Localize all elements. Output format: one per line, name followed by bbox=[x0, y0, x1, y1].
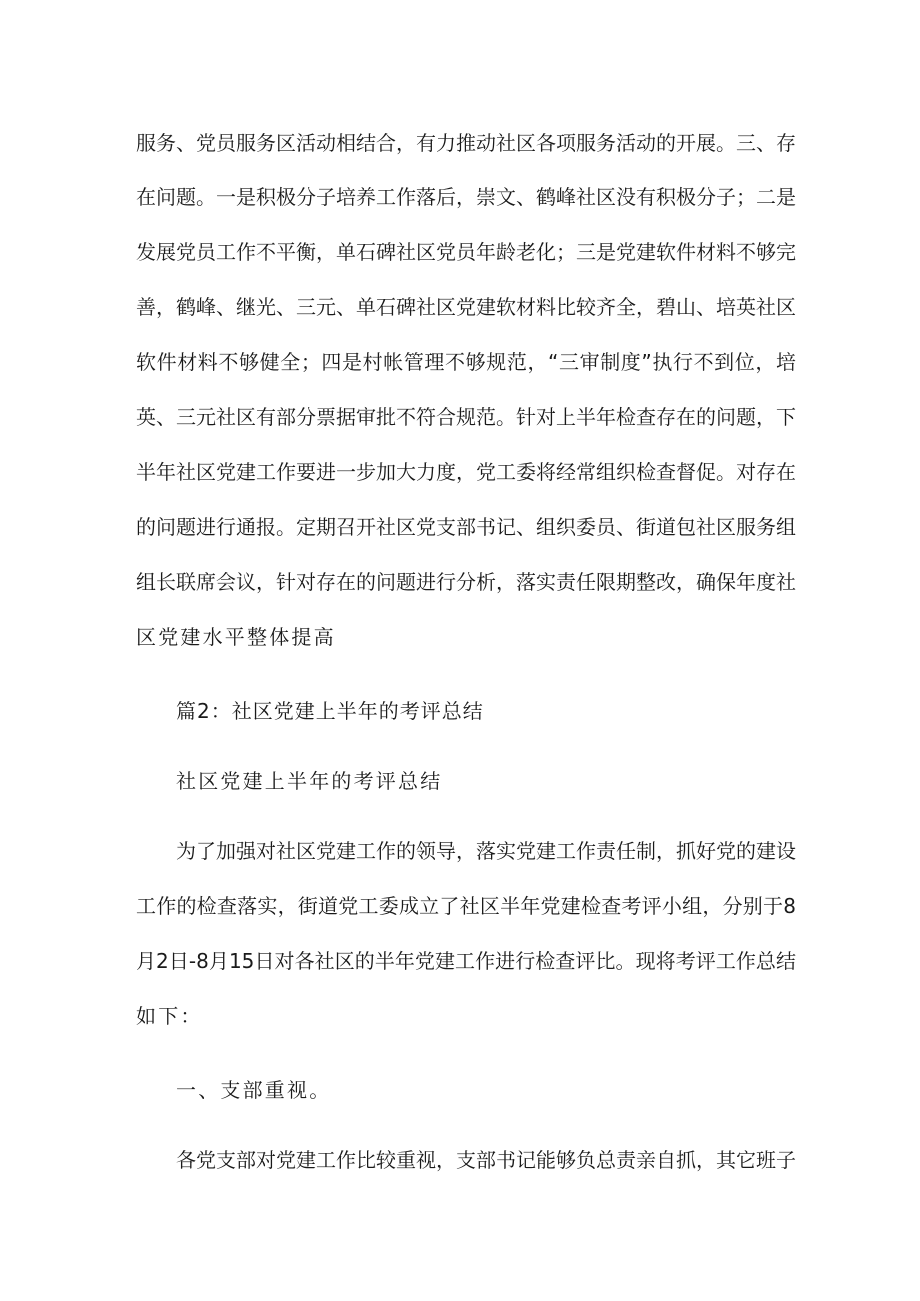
section-heading: 篇2：社区党建上半年的考评总结 bbox=[176, 699, 484, 723]
paragraph-1-line-2: 在问题。一是积极分子培养工作落后，崇文、鹤峰社区没有积极分子；二是 bbox=[136, 185, 796, 209]
paragraph-1-line-3: 发展党员工作不平衡，单石碑社区党员年龄老化；三是党建软件材料不够完 bbox=[136, 240, 796, 264]
paragraph-1-line-10: 区党建水平整体提高 bbox=[136, 625, 336, 649]
paragraph-2-line-4: 如下： bbox=[136, 1004, 203, 1028]
paragraph-1-line-9: 组长联席会议，针对存在的问题进行分析，落实责任限期整改，确保年度社 bbox=[136, 570, 796, 594]
paragraph-2-line-1: 为了加强对社区党建工作的领导，落实党建工作责任制，抓好党的建设 bbox=[176, 839, 796, 863]
paragraph-1-line-8: 的问题进行通报。定期召开社区党支部书记、组织委员、街道包社区服务组 bbox=[136, 515, 796, 539]
doc-title: 社区党建上半年的考评总结 bbox=[176, 769, 443, 793]
paragraph-2-line-2: 工作的检查落实，街道党工委成立了社区半年党建检查考评小组，分别于8 bbox=[136, 894, 796, 918]
paragraph-3-line-1: 各党支部对党建工作比较重视，支部书记能够负总责亲自抓，其它班子 bbox=[176, 1148, 796, 1172]
subheading-1: 一、支部重视。 bbox=[176, 1078, 332, 1102]
paragraph-2-line-3: 月2日-8月15日对各社区的半年党建工作进行检查评比。现将考评工作总结 bbox=[136, 949, 796, 973]
paragraph-1-line-4: 善，鹤峰、继光、三元、单石碑社区党建软材料比较齐全，碧山、培英社区 bbox=[136, 295, 796, 319]
paragraph-1-line-7: 半年社区党建工作要进一步加大力度，党工委将经常组织检查督促。对存在 bbox=[136, 460, 796, 484]
paragraph-1-line-1: 服务、党员服务区活动相结合，有力推动社区各项服务活动的开展。三、存 bbox=[136, 131, 796, 155]
paragraph-1-line-5: 软件材料不够健全；四是村帐管理不够规范，“三审制度”执行不到位，培 bbox=[136, 350, 796, 374]
paragraph-1-line-6: 英、三元社区有部分票据审批不符合规范。针对上半年检查存在的问题，下 bbox=[136, 405, 796, 429]
